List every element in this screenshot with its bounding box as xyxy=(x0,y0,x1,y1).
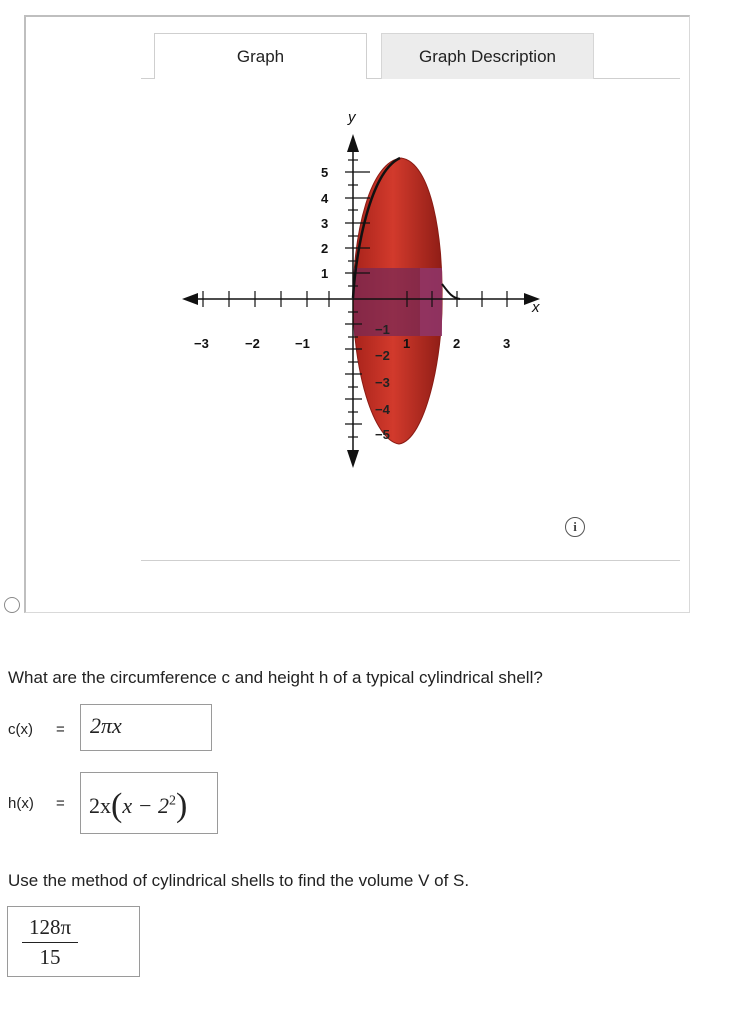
x-tick-label: 3 xyxy=(503,336,511,351)
h-inner: x − 2 xyxy=(122,793,169,818)
x-axis-left-arrow xyxy=(182,293,198,305)
c-label: c(x) xyxy=(8,721,33,738)
h-answer-field[interactable]: $2x(x - 2^2)$ xyxy=(80,772,218,834)
h-coef: 2x xyxy=(89,793,111,818)
volume-denominator: 15 xyxy=(39,945,61,969)
y-tick-label: 1 xyxy=(321,266,329,281)
y-tick-label: 2 xyxy=(321,241,329,256)
x-tick-label: −3 xyxy=(194,336,209,351)
y-tick-label: −4 xyxy=(375,402,390,417)
y-tick-label: 3 xyxy=(321,216,329,231)
question-circumference-height: What are the circumference c and height h of a typical cylindrical shell? xyxy=(8,668,543,687)
tab-graph-label: Graph xyxy=(236,46,285,66)
volume-answer-field[interactable] xyxy=(7,906,140,977)
volume-fraction xyxy=(22,915,78,970)
y-tick-label: −1 xyxy=(375,322,390,337)
c-answer-field[interactable] xyxy=(80,704,212,751)
y-axis-top-arrow xyxy=(347,134,359,152)
tab-graph[interactable] xyxy=(154,33,367,79)
y-tick-label: 5 xyxy=(321,165,329,180)
x-tick-label: 2 xyxy=(453,336,461,351)
answer-radio[interactable] xyxy=(4,597,20,613)
y-axis-bottom-arrow xyxy=(347,450,359,468)
volume-numerator: 128π xyxy=(22,915,78,943)
y-tick-label: −2 xyxy=(375,348,390,363)
c-equals: = xyxy=(56,721,65,738)
h-label: h(x) xyxy=(8,795,34,812)
y-axis-label: y xyxy=(348,109,356,126)
info-icon[interactable]: i xyxy=(565,517,585,537)
base-region-band-right xyxy=(420,268,442,336)
h-exponent: 2 xyxy=(168,793,176,809)
c-answer-value: 2πx xyxy=(90,713,122,738)
solid-of-revolution-graph xyxy=(170,100,570,480)
x-axis-label: x xyxy=(532,299,540,316)
x-tick-label: −1 xyxy=(295,336,310,351)
y-tick-label: −5 xyxy=(375,427,390,442)
panel-divider xyxy=(141,560,680,561)
x-tick-label: −2 xyxy=(245,336,260,351)
x-tick-label: 1 xyxy=(403,336,411,351)
h-equals: = xyxy=(56,795,65,812)
tab-graph-description-label: Graph Description xyxy=(418,46,556,66)
y-tick-label: 4 xyxy=(321,191,329,206)
question-volume: Use the method of cylindrical shells to find the volume V of S. xyxy=(8,871,470,890)
y-tick-label: −3 xyxy=(375,375,390,390)
tab-graph-description[interactable] xyxy=(381,33,594,79)
